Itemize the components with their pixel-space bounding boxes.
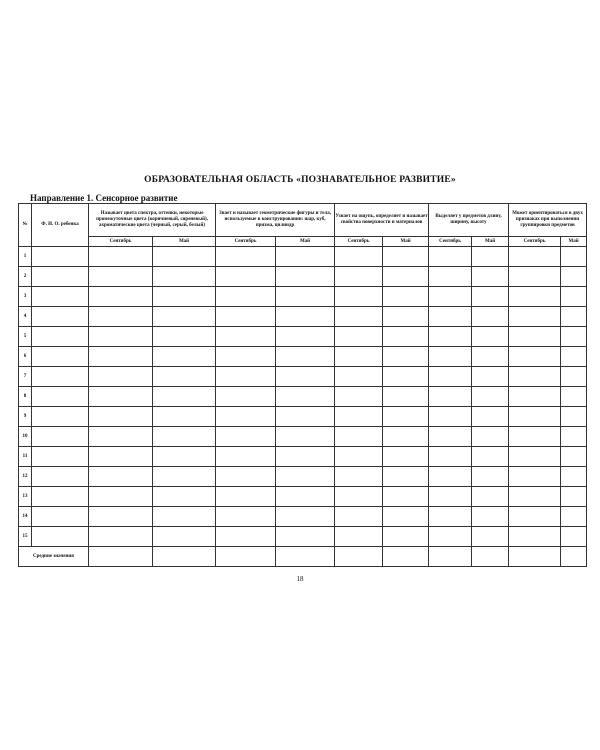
table-cell[interactable] <box>335 447 383 467</box>
table-cell[interactable] <box>472 547 509 567</box>
table-cell[interactable] <box>153 507 216 527</box>
table-cell[interactable] <box>335 287 383 307</box>
table-row <box>19 527 587 547</box>
table-cell[interactable] <box>89 247 153 267</box>
table-cell[interactable] <box>276 407 335 427</box>
header-period-may: Май <box>561 237 587 247</box>
table-row <box>19 307 587 327</box>
table-cell[interactable] <box>429 487 472 507</box>
table-cell[interactable] <box>335 267 383 287</box>
table-row <box>19 347 587 367</box>
table-cell[interactable] <box>561 547 587 567</box>
table-cell[interactable] <box>509 347 561 367</box>
table-cell[interactable] <box>429 507 472 527</box>
table-cell[interactable] <box>561 347 587 367</box>
table-cell[interactable] <box>509 427 561 447</box>
table-cell[interactable] <box>429 527 472 547</box>
table-cell[interactable] <box>383 287 429 307</box>
row-number: 1 <box>19 247 32 267</box>
row-number: 10 <box>19 427 32 447</box>
header-period-september: Сентябрь <box>216 237 276 247</box>
table-cell[interactable] <box>383 387 429 407</box>
header-period-may: Май <box>472 237 509 247</box>
table-cell[interactable] <box>89 307 153 327</box>
row-number: 14 <box>19 507 32 527</box>
table-cell[interactable] <box>335 247 383 267</box>
table-cell[interactable] <box>561 527 587 547</box>
table-cell[interactable] <box>153 487 216 507</box>
table-cell[interactable] <box>509 407 561 427</box>
header-child-name: Ф. И. О. ребенка <box>32 204 89 247</box>
table-cell[interactable] <box>509 507 561 527</box>
child-name-cell[interactable] <box>32 487 89 507</box>
row-number: 15 <box>19 527 32 547</box>
table-cell[interactable] <box>561 427 587 447</box>
table-cell[interactable] <box>383 527 429 547</box>
table-cell[interactable] <box>472 347 509 367</box>
child-name-cell[interactable] <box>32 307 89 327</box>
table-cell[interactable] <box>383 327 429 347</box>
table-cell[interactable] <box>429 467 472 487</box>
table-cell[interactable] <box>561 487 587 507</box>
section-title: Направление 1. Сенсорное развитие <box>30 193 178 203</box>
table-cell[interactable] <box>561 327 587 347</box>
child-name-cell[interactable] <box>32 387 89 407</box>
table-cell[interactable] <box>383 307 429 327</box>
table-cell[interactable] <box>276 347 335 367</box>
header-skill-dimensions: Выделяет у предметов длину, ширину, высоту <box>429 204 509 237</box>
child-name-cell[interactable] <box>32 447 89 467</box>
table-cell[interactable] <box>276 427 335 447</box>
table-cell[interactable] <box>216 387 276 407</box>
table-row <box>19 447 587 467</box>
table-cell[interactable] <box>561 387 587 407</box>
row-number: 13 <box>19 487 32 507</box>
table-cell[interactable] <box>509 447 561 467</box>
table-cell[interactable] <box>561 507 587 527</box>
table-cell[interactable] <box>89 367 153 387</box>
table-cell[interactable] <box>153 267 216 287</box>
table-cell[interactable] <box>472 307 509 327</box>
table-cell[interactable] <box>89 347 153 367</box>
table-cell[interactable] <box>276 287 335 307</box>
header-row-periods <box>19 237 587 247</box>
table-cell[interactable] <box>89 287 153 307</box>
row-number: 11 <box>19 447 32 467</box>
table-cell[interactable] <box>472 247 509 267</box>
table-cell[interactable] <box>383 487 429 507</box>
table-cell[interactable] <box>276 327 335 347</box>
table-cell[interactable] <box>276 367 335 387</box>
table-row <box>19 287 587 307</box>
table-cell[interactable] <box>561 407 587 427</box>
table-cell[interactable] <box>383 507 429 527</box>
table-cell[interactable] <box>561 307 587 327</box>
row-number: 12 <box>19 467 32 487</box>
child-name-cell[interactable] <box>32 367 89 387</box>
table-cell[interactable] <box>335 307 383 327</box>
table-cell[interactable] <box>276 527 335 547</box>
row-number: 7 <box>19 367 32 387</box>
header-skill-grouping: Может ориентироваться в двух признаках при выполнении группировки предметов <box>509 204 587 237</box>
table-cell[interactable] <box>383 427 429 447</box>
header-period-may: Май <box>383 237 429 247</box>
table-cell[interactable] <box>429 287 472 307</box>
table-cell[interactable] <box>383 407 429 427</box>
average-row <box>19 547 587 567</box>
table-cell[interactable] <box>216 367 276 387</box>
table-cell[interactable] <box>89 427 153 447</box>
table-cell[interactable] <box>89 407 153 427</box>
table-cell[interactable] <box>561 247 587 267</box>
table-cell[interactable] <box>509 267 561 287</box>
table-cell[interactable] <box>561 447 587 467</box>
header-number: № <box>19 204 32 247</box>
table-cell[interactable] <box>89 547 153 567</box>
table-cell[interactable] <box>383 447 429 467</box>
table-row <box>19 267 587 287</box>
table-cell[interactable] <box>276 247 335 267</box>
table-cell[interactable] <box>276 307 335 327</box>
child-name-cell[interactable] <box>32 527 89 547</box>
table-cell[interactable] <box>383 347 429 367</box>
table-cell[interactable] <box>509 387 561 407</box>
table-cell[interactable] <box>383 547 429 567</box>
child-name-cell[interactable] <box>32 347 89 367</box>
table-cell[interactable] <box>383 467 429 487</box>
table-cell[interactable] <box>153 287 216 307</box>
page-title: ОБРАЗОВАТЕЛЬНАЯ ОБЛАСТЬ «ПОЗНАВАТЕЛЬНОЕ РАЗВИТИЕ» <box>144 175 456 185</box>
header-period-may: Май <box>276 237 335 247</box>
table-cell[interactable] <box>276 447 335 467</box>
table-cell[interactable] <box>561 367 587 387</box>
table-cell[interactable] <box>335 387 383 407</box>
table-cell[interactable] <box>216 327 276 347</box>
table-cell[interactable] <box>153 327 216 347</box>
table-cell[interactable] <box>472 427 509 447</box>
table-row <box>19 507 587 527</box>
table-cell[interactable] <box>335 467 383 487</box>
table-cell[interactable] <box>216 467 276 487</box>
table-cell[interactable] <box>429 367 472 387</box>
row-number: 9 <box>19 407 32 427</box>
header-period-september: Сентябрь <box>89 237 153 247</box>
table-cell[interactable] <box>561 467 587 487</box>
table-cell[interactable] <box>216 267 276 287</box>
table-cell[interactable] <box>472 407 509 427</box>
table-cell[interactable] <box>216 427 276 447</box>
table-cell[interactable] <box>429 387 472 407</box>
table-row <box>19 427 587 447</box>
row-number: 3 <box>19 287 32 307</box>
table-cell[interactable] <box>216 527 276 547</box>
row-number: 6 <box>19 347 32 367</box>
table-cell[interactable] <box>429 267 472 287</box>
table-cell[interactable] <box>89 267 153 287</box>
table-cell[interactable] <box>216 507 276 527</box>
table-cell[interactable] <box>429 247 472 267</box>
table-cell[interactable] <box>89 447 153 467</box>
table-row <box>19 407 587 427</box>
table-cell[interactable] <box>472 447 509 467</box>
table-cell[interactable] <box>429 447 472 467</box>
table-cell[interactable] <box>335 367 383 387</box>
table-cell[interactable] <box>216 547 276 567</box>
table-cell[interactable] <box>216 407 276 427</box>
table-cell[interactable] <box>216 347 276 367</box>
table-cell[interactable] <box>153 247 216 267</box>
child-name-cell[interactable] <box>32 407 89 427</box>
table-cell[interactable] <box>153 547 216 567</box>
table-cell[interactable] <box>153 407 216 427</box>
table-cell[interactable] <box>153 427 216 447</box>
table-cell[interactable] <box>509 547 561 567</box>
table-cell[interactable] <box>153 387 216 407</box>
table-cell[interactable] <box>509 367 561 387</box>
table-cell[interactable] <box>335 547 383 567</box>
header-skill-surfaces: Узнает на ощупь, определяет и называет свойства поверхности и материалов <box>335 204 429 237</box>
table-cell[interactable] <box>429 407 472 427</box>
table-row <box>19 467 587 487</box>
table-row <box>19 487 587 507</box>
table-body <box>19 247 587 547</box>
table-row <box>19 387 587 407</box>
table-cell[interactable] <box>89 327 153 347</box>
average-label: Средние значения <box>19 547 89 567</box>
header-row-skills <box>19 204 587 237</box>
header-period-september: Сентябрь <box>509 237 561 247</box>
table-cell[interactable] <box>472 527 509 547</box>
table-cell[interactable] <box>216 307 276 327</box>
header-skill-shapes: Знает и называет геометрические фигуры и тела, используемые в конструировании: шар, куб, призма, цилиндр <box>216 204 335 237</box>
table-cell[interactable] <box>429 547 472 567</box>
table-cell[interactable] <box>89 487 153 507</box>
table-cell[interactable] <box>509 327 561 347</box>
table-cell[interactable] <box>383 367 429 387</box>
table-cell[interactable] <box>509 487 561 507</box>
table-cell[interactable] <box>509 247 561 267</box>
table-cell[interactable] <box>383 247 429 267</box>
table-cell[interactable] <box>276 507 335 527</box>
table-cell[interactable] <box>383 267 429 287</box>
assessment-table <box>18 203 587 567</box>
table-cell[interactable] <box>472 467 509 487</box>
table-cell[interactable] <box>335 427 383 447</box>
table-cell[interactable] <box>429 307 472 327</box>
table-row <box>19 327 587 347</box>
table-row <box>19 367 587 387</box>
table-cell[interactable] <box>509 467 561 487</box>
table-cell[interactable] <box>429 427 472 447</box>
table-cell[interactable] <box>153 467 216 487</box>
table-row <box>19 247 587 267</box>
row-number: 4 <box>19 307 32 327</box>
table-cell[interactable] <box>153 447 216 467</box>
table-cell[interactable] <box>472 287 509 307</box>
table-cell[interactable] <box>509 527 561 547</box>
table-cell[interactable] <box>89 507 153 527</box>
table-cell[interactable] <box>89 527 153 547</box>
table-cell[interactable] <box>472 367 509 387</box>
table-cell[interactable] <box>335 507 383 527</box>
table-cell[interactable] <box>153 527 216 547</box>
table-cell[interactable] <box>276 487 335 507</box>
table-cell[interactable] <box>472 387 509 407</box>
table-cell[interactable] <box>509 287 561 307</box>
header-period-september: Сентябрь <box>335 237 383 247</box>
child-name-cell[interactable] <box>32 267 89 287</box>
header-period-may: Май <box>153 237 216 247</box>
page-number: 18 <box>296 575 304 583</box>
table-cell[interactable] <box>472 507 509 527</box>
table-cell[interactable] <box>335 347 383 367</box>
table-cell[interactable] <box>472 327 509 347</box>
header-skill-colors: Называет цвета спектра, оттенки, некоторые промежуточные цвета (коричневый, сиреневый), ахроматические цвета (черный, серый, белый) <box>89 204 216 237</box>
table-cell[interactable] <box>153 347 216 367</box>
child-name-cell[interactable] <box>32 467 89 487</box>
table-cell[interactable] <box>216 287 276 307</box>
table-cell[interactable] <box>509 307 561 327</box>
table-cell[interactable] <box>561 267 587 287</box>
table-cell[interactable] <box>335 487 383 507</box>
table-cell[interactable] <box>89 387 153 407</box>
table-cell[interactable] <box>276 467 335 487</box>
table-cell[interactable] <box>153 307 216 327</box>
row-number: 8 <box>19 387 32 407</box>
table-cell[interactable] <box>216 487 276 507</box>
table-cell[interactable] <box>216 447 276 467</box>
table-cell[interactable] <box>276 547 335 567</box>
table-cell[interactable] <box>429 347 472 367</box>
table-cell[interactable] <box>561 287 587 307</box>
table-cell[interactable] <box>335 527 383 547</box>
table-cell[interactable] <box>153 367 216 387</box>
table-cell[interactable] <box>335 327 383 347</box>
child-name-cell[interactable] <box>32 427 89 447</box>
table-cell[interactable] <box>335 407 383 427</box>
table-cell[interactable] <box>429 327 472 347</box>
row-number: 2 <box>19 267 32 287</box>
table-cell[interactable] <box>276 387 335 407</box>
table-cell[interactable] <box>276 267 335 287</box>
child-name-cell[interactable] <box>32 507 89 527</box>
table-cell[interactable] <box>472 267 509 287</box>
child-name-cell[interactable] <box>32 287 89 307</box>
row-number: 5 <box>19 327 32 347</box>
table-cell[interactable] <box>472 487 509 507</box>
child-name-cell[interactable] <box>32 327 89 347</box>
child-name-cell[interactable] <box>32 247 89 267</box>
table-cell[interactable] <box>89 467 153 487</box>
table-cell[interactable] <box>216 247 276 267</box>
header-period-september: Сентябрь <box>429 237 472 247</box>
